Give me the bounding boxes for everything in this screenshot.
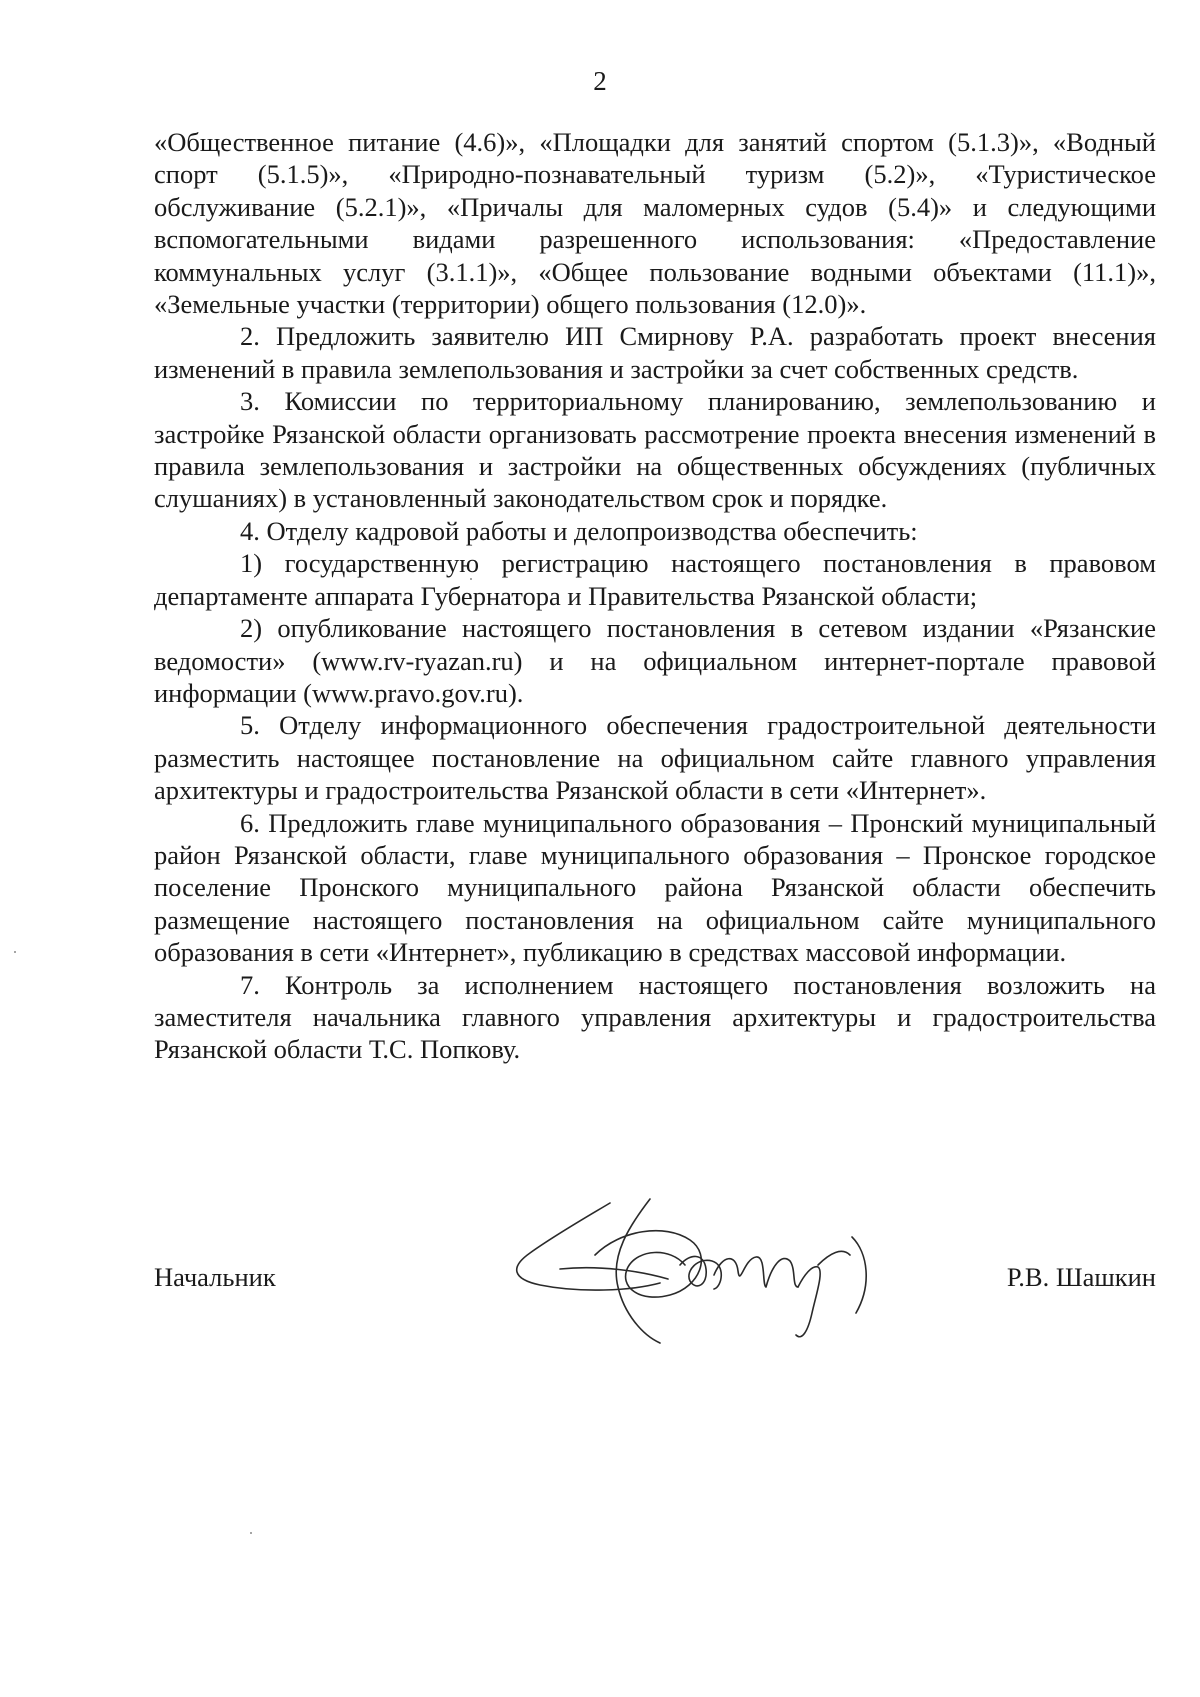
paragraph-item-2: 2. Предложить заявителю ИП Смирнову Р.А. разработать проект внесения изменений в правила землепользования и застройки за счет собственных средств. xyxy=(154,321,1156,384)
paragraph-subitem-1: 1) государственную регистрацию настоящего постановления в правовом департаменте аппарата Губернатора и Правительства Рязанской области; xyxy=(154,548,1156,611)
paragraph-item-7: 7. Контроль за исполнением настоящего постановления возложить на заместителя начальника главного управления архитектуры и градостроительства Рязанской области Т.С. Попкову. xyxy=(154,969,1156,1065)
scan-speck xyxy=(14,951,16,953)
paragraph-item-5: 5. Отделу информационного обеспечения градостроительной деятельности разместить настоящее постановление на официальном сайте главного управления архитектуры и градостроительства Рязанской области в сети «Интернет». xyxy=(154,710,1156,806)
paragraph-item-6: 6. Предложить главе муниципального образования – Пронский муниципальный район Рязанской области, главе муниципального образования – Пронское городское поселение Пронского муниципального района Рязанской области обеспечить размещение настоящего постановления на официальном сайте муниципального образования в сети «Интернет», публикацию в средствах массовой информации. xyxy=(154,807,1156,968)
paragraph-continuation: «Общественное питание (4.6)», «Площадки для занятий спортом (5.1.3)», «Водный спорт (5.1.5)», «Природно-познавательный туризм (5.2)», «Туристическое обслуживание (5.2.1)», «Причалы для маломерных судов (5.4)» и следующими вспомогательными видами разрешенного использования: «Предоставление коммунальных услуг (3.1.1)», «Общее пользование водными объектами (11.1)», «Земельные участки (территории) общего пользования (12.0)». xyxy=(154,127,1156,320)
paragraph-subitem-2: 2) опубликование настоящего постановления в сетевом издании «Рязанские ведомости» (www.rv-ryazan.ru) и на официальном интернет-портале правовой информации (www.pravo.gov.ru). xyxy=(154,613,1156,708)
paragraph-item-3: 3. Комиссии по территориальному планированию, землепользованию и застройке Рязанской области организовать рассмотрение проекта внесения изменений в правила землепользования и застройки на общественных обсуждениях (публичных слушаниях) в установленный законодательством срок и порядке. xyxy=(154,386,1156,514)
document-body xyxy=(154,126,1156,1066)
signer-name: Р.В. Шашкин xyxy=(1006,1262,1156,1292)
scan-speck xyxy=(250,1532,252,1534)
page-number: 2 xyxy=(593,66,607,96)
signature-block xyxy=(154,1262,1156,1302)
scan-speck xyxy=(470,578,472,580)
paragraph-item-4: 4. Отделу кадровой работы и делопроизводства обеспечить: xyxy=(240,515,918,546)
signer-title: Начальник xyxy=(154,1262,276,1292)
